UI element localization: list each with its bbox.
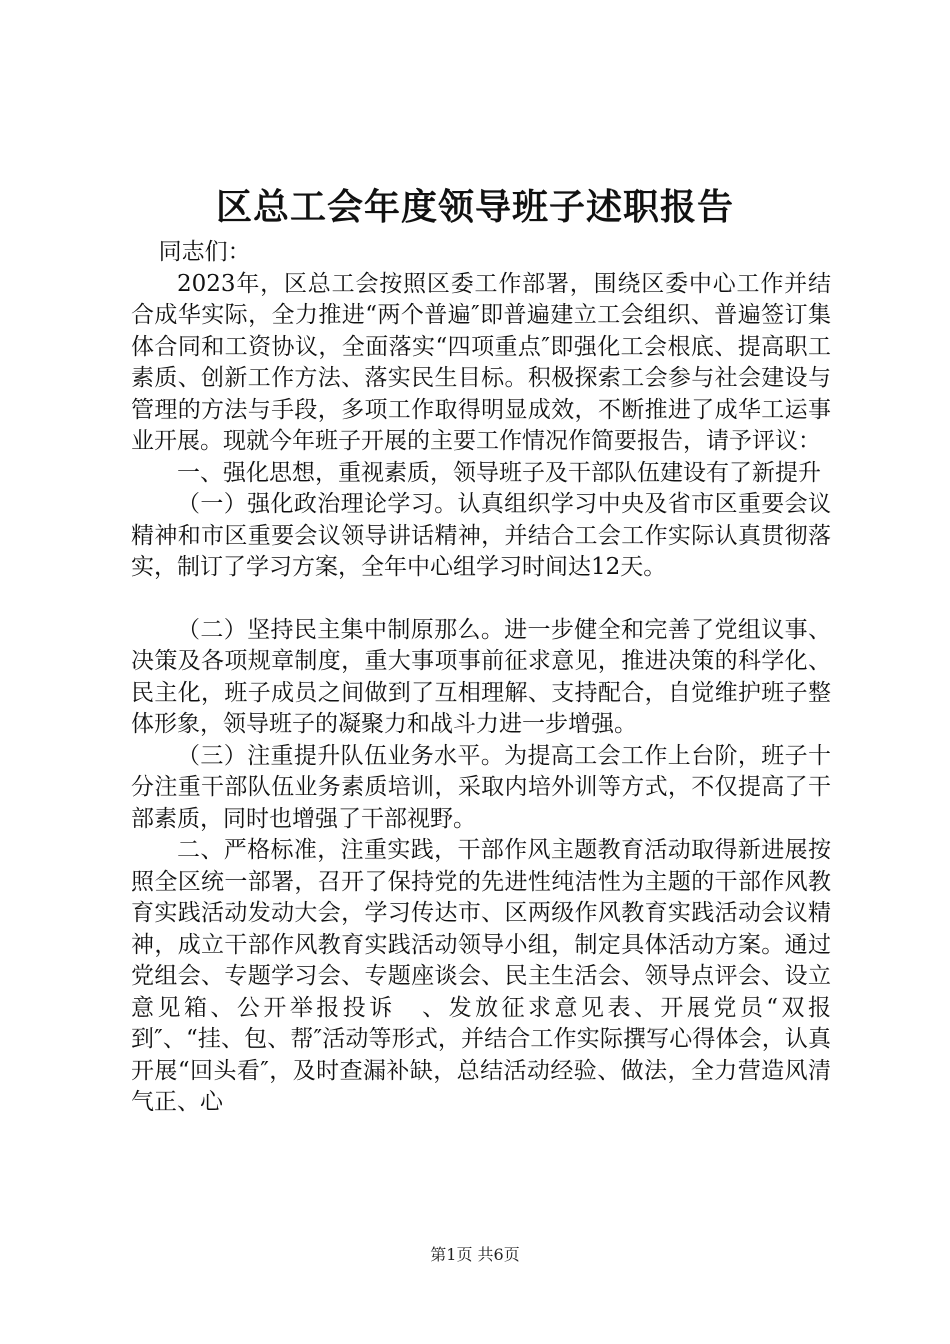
document-body xyxy=(131,237,831,1119)
subsection-3: （三）注重提升队伍业务水平。为提高工会工作上台阶，班子十分注重干部队伍业务素质培训，采取内培外训等方式，不仅提高了干部素质，同时也增强了干部视野。 xyxy=(131,742,831,832)
section-heading-2: 二、严格标准，注重实践，干部作风主题教育活动取得新进展按照全区统一部署，召开了保持党的先进性纯洁性为主题的干部作风教育实践活动发动大会，学习传达市、区两级作风教育实践活动会议精神，成立干部作风教育实践活动领导小组，制定具体活动方案。通过党组会、专题学习会、专题座谈会、民主生活会、领导点评会、设立意见箱、公开举报投诉 、发放征求意见表、开展党员“双报到″、“挂、包、帮″活动等形式，并结合工作实际撰写心得体会，认真开展“回头看″，及时查漏补缺，总结活动经验、做法，全力营造风清气正、心 xyxy=(131,837,831,1115)
section-heading-1: 一、强化思想，重视素质，领导班子及干部队伍建设有了新提升 xyxy=(177,459,821,486)
subsection-1: （一）强化政治理论学习。认真组织学习中央及省市区重要会议精神和市区重要会议领导讲话精神，并结合工会工作实际认真贯彻落实，制订了学习方案，全年中心组学习时间达12天。 xyxy=(131,491,831,580)
page-footer: 第1页 共6页 xyxy=(430,1245,520,1264)
document-title: 区总工会年度领导班子述职报告 xyxy=(215,186,734,228)
paragraph-intro: 2023年，区总工会按照区委工作部署，围绕区委中心工作并结合成华实际，全力推进“两个普遍″即普遍建立工会组织、普遍签订集体合同和工资协议，全面落实“四项重点″即强化工会根底、提高职工素质、创新工作方法、落实民生目标。积极探索工会参与社会建设与管理的方法与手段，多项工作取得明显成效，不断推进了成华工运事业开展。现就今年班子开展的主要工作情况作简要报告，请予评议： xyxy=(131,270,831,454)
greeting: 同志们： xyxy=(158,239,251,265)
subsection-2: （二）坚持民主集中制原那么。进一步健全和完善了党组议事、决策及各项规章制度，重大事项事前征求意见，推进决策的科学化、民主化，班子成员之间做到了互相理解、支持配合，自觉维护班子整体形象，领导班子的凝聚力和战斗力进一步增强。 xyxy=(131,616,831,737)
